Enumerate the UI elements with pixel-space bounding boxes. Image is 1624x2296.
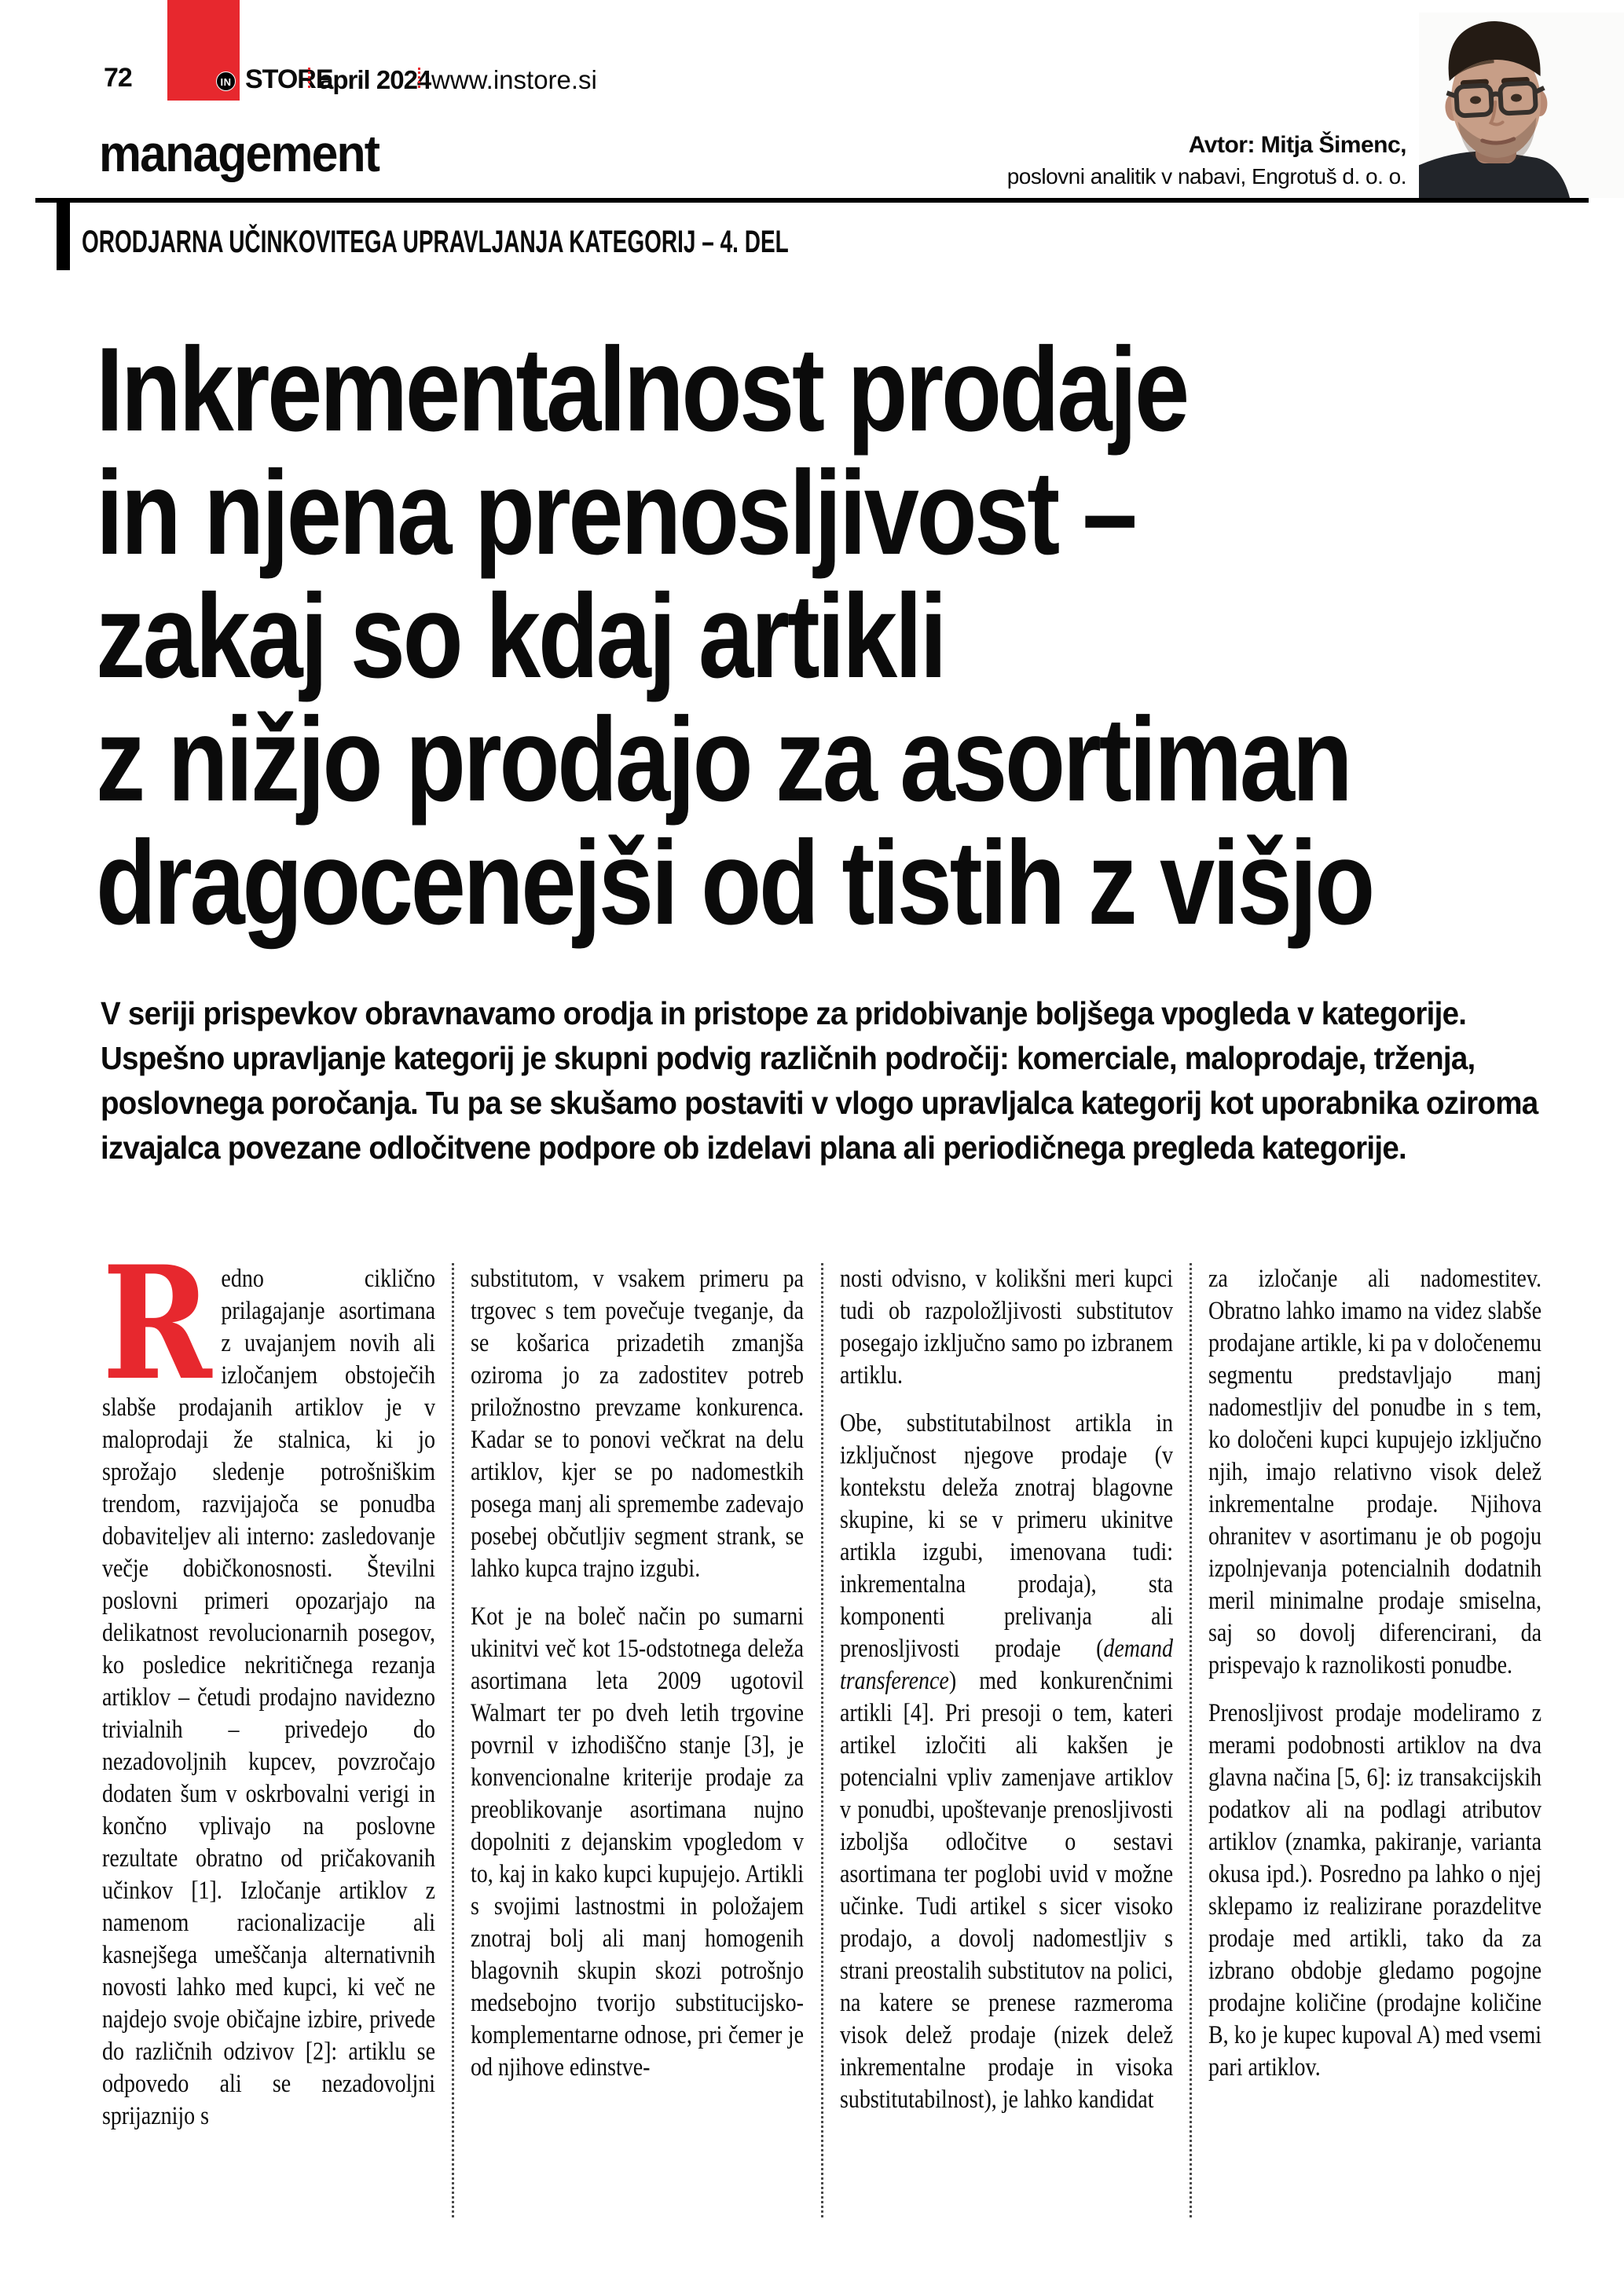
headline-line: z nižjo prodajo za asortiman [96,693,1351,826]
headline-line: in njena prenosljivost – [96,446,1135,580]
column-divider [452,1263,454,2217]
column-divider [821,1263,823,2217]
issue-date: april 2024 [319,65,431,94]
body-column-1 [102,1263,435,2217]
author-photo-illustration [1419,13,1624,198]
body-column-3-text [840,1263,1173,2116]
paragraph-text: ) med konkurenčnimi artikli [4]. Pri presoji o tem, kateri artikel izločiti ali kakšen je potencialni vpliv zamenjave artiklov v ponudbi, upoštevanje prenosljivosti izboljša odločitve o sestavi asortimana ter poglobi uvid v možne učinke. Tudi artikel s sicer visoko prodajo, a dovolj nadomestljiv s strani preostalih substitutov na polici, na katere se prenese razmeroma visok delež prodaje (nizek delež inkrementalne prodaje in visoka substitutabilnost), je lahko kandidat [839,1667,1173,2114]
paragraph-text: edno ciklično prilagajanje asortimana z uvajanjem novih ali izločanjem obstoječih slabše prodajanih artiklov je v maloprodaji že stalnica, ki jo sprožajo sledenje potrošniškim trendom, razvijajoča se ponudba dobaviteljev ali interno: zasledovanje večje dobičkonosnosti. Številni poslovni primeri opozarjajo na delikatnost revolucionarnih posegov, ko posledice nekritičnega rezanja artiklov – četudi prodajno navidezno trivialnih – privedejo do nezadovoljnih kupcev, povzročajo dodaten šum v oskrbovalni verigi in končno vplivajo na poslovne rezultate obratno od pričakovanih učinkov [1]. Izločanje artiklov z namenom racionalizacije ali kasnejšega umeščanja alternativnih novosti lahko med kupci, ki več ne najdejo svoje običajne izbire, privede do različnih odzivov [2]: artiklu se odpovedo ali se nezadovoljni sprijaznijo s [102,1265,435,2130]
header-dotted-separator [308,68,310,88]
column-divider [1190,1263,1192,2217]
section-title: management [99,124,379,182]
author-photo [1419,13,1624,198]
kicker: ORODJARNA UČINKOVITEGA UPRAVLJANJA KATEGORIJ – 4. DEL [82,225,789,259]
paragraph [840,1408,1173,2116]
website-link[interactable]: www.instore.si [431,65,597,94]
author-role: poslovni analitik v nabavi, Engrotuš d. o. o. [1006,164,1406,189]
article-body [102,1263,1542,2217]
author-name: Avtor: Mitja Šimenc, [1188,132,1406,158]
paragraph: Prenosljivost prodaje modeliramo z merami podobnosti artiklov na dva glavna načina [5, 6]: iz transakcijskih podatkov ali na podlagi atributov artiklov (znamka, pakiranje, varianta okusa ipd.). Posredno pa lahko o njej sklepamo iz realizirane porazdelitve prodaje med artikli, tako da za izbrano obdobje gledamo pogojne prodajne količine (prodajne količine B, ko je kupec kupoval A) med vsemi pari artiklov. [1208,1699,1542,2082]
page-number: 72 [104,63,132,93]
dropcap: R [102,1263,212,1415]
headline-line: dragocenejši od tistih z višjo [96,816,1373,950]
kicker-bar [57,198,70,270]
paragraph-text: Obe, substitutabilnost artikla in izključnost njegove prodaje (v kontekstu deleža znotraj blagovne skupine, ki se v primeru ukinitve artikla izgubi, imenovana tudi: inkrementalna prodaja), sta komponenti prelivanja ali prenosljivosti prodaje ( [839,1409,1173,1663]
instore-logo-icon: IN [216,71,236,91]
body-column-4 [1208,1263,1542,2217]
body-column-3 [840,1263,1173,2217]
body-column-4-text [1208,1263,1542,2084]
author-block [1007,132,1406,190]
paragraph [102,1263,435,2133]
paragraph: nosti odvisno, v kolikšni meri kupci tudi ob razpoložljivosti substitutov posegajo izključno samo po izbranem artiklu. [839,1265,1173,1390]
body-column-2 [471,1263,804,2217]
header-dotted-separator [418,68,420,88]
paragraph: Kot je na boleč način po sumarni ukinitvi več kot 15-odstotnega deleža asortimana leta 2009 ugotovil Walmart ter po dveh letih trgovine povrnil v izhodiščno stanje [3], je konvencionalne kriterije prodaje za preoblikovanje asortimana nujno dopolniti z dejanskim vpogledom v to, kaj in kako kupci kupujejo. Artikli s svojimi lastnostmi in položajem znotraj bolj ali manj homogenih blagovnih skupin skozi potrošnjo medsebojno tvorijo substitucijsko-komplementarne odnose, pri čemer je od njihove edinstve- [471,1602,805,2082]
headline-line: zakaj so kdaj artikli [96,569,945,703]
lead-paragraph: V seriji prispevkov obravnavamo orodja in pristope za pridobivanje boljšega vpogleda v kategorije. Uspešno upravljanje kategorij je skupni podvig različnih področij: komerciale, maloprodaje, trženja, poslovnega poročanja. Tu pa se skušamo postaviti v vlogo upravljalca kategorij kot uporabnika oziroma izvajalca povezane odločitvene podpore ob izdelavi plana ali periodičnega pregleda kategorije. [101,995,1538,1166]
body-column-1-text [102,1263,435,2133]
paragraph: za izločanje ali nadomestitev. Obratno lahko imamo na videz slabše prodajane artikle, ki pa v določenemu segmentu predstavljajo manj nadomestljiv del ponudbe in s tem, ko določeni kupci kupujejo izključno njih, imajo relativno visok delež inkrementalne prodaje. Njihova ohranitev v asortimanu je ob pogoju izpolnjevanja potencialnih dodatnih meril minimalne prodaje smiselna, saj so dovolj diferencirani, da prispevajo k raznolikosti ponudbe. [1208,1265,1542,1679]
header-rule [35,198,1589,203]
italic-term: demand transference [839,1635,1173,1695]
body-column-2-text [471,1263,804,2084]
paragraph: substitutom, v vsakem primeru pa trgovec s tem povečuje tveganje, da se košarica prizadetih zmanjša oziroma jo za zadostitev potreb priložnostno prevzame konkurenca. Kadar se to ponovi večkrat na delu artiklov, kjer se po nadomestkih posega manj ali spremembe zadevajo posebej občutljiv segment strank, se lahko kupca trajno izgubi. [471,1265,805,1583]
headline-line: Inkrementalnost prodaje [96,323,1187,456]
brand-logo-text: STORE [245,64,333,94]
article-headline [96,323,1624,950]
